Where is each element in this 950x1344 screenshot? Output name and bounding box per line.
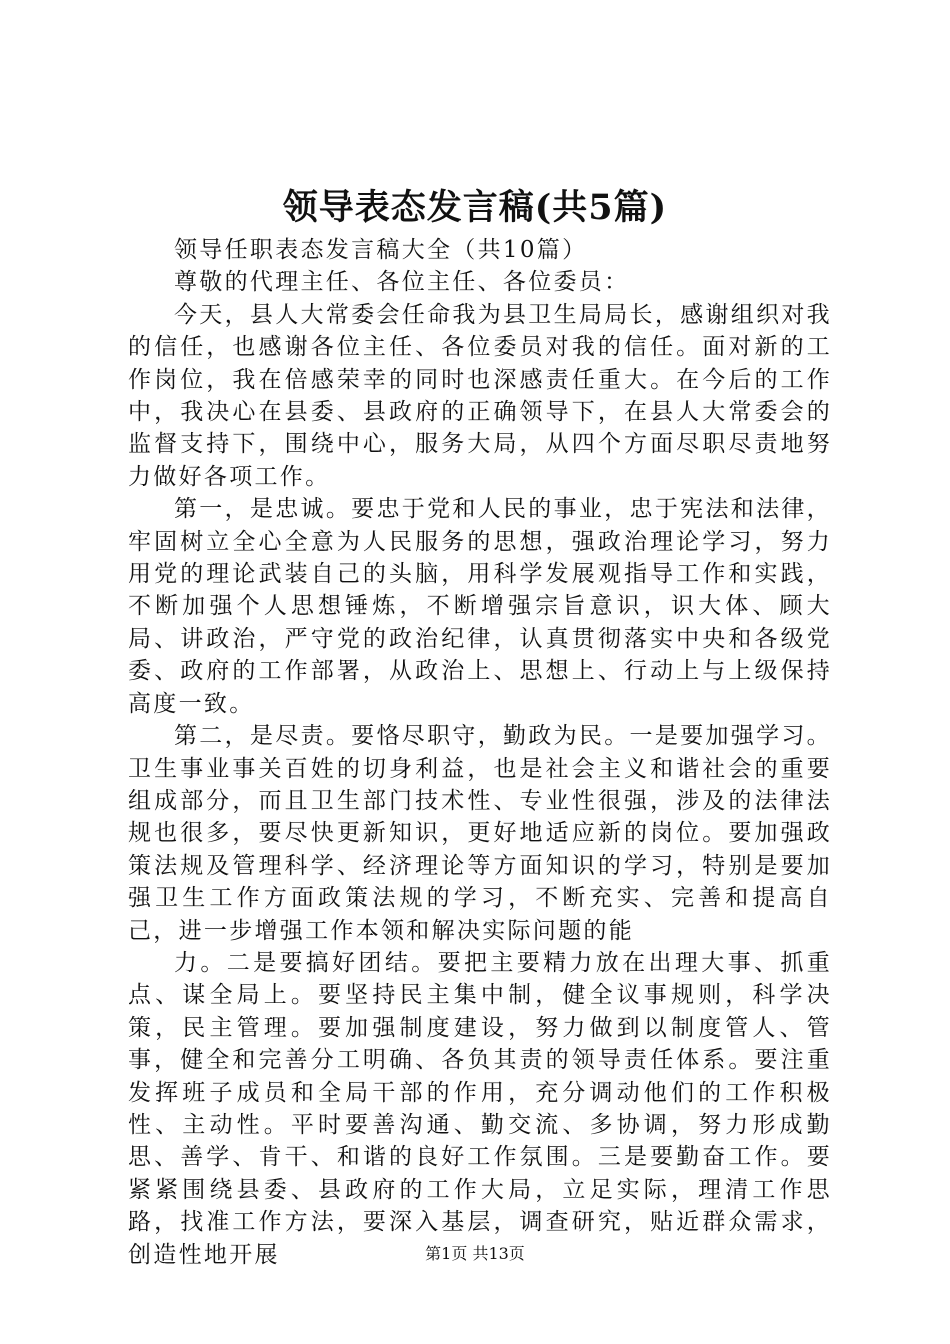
salutation: 尊敬的代理主任、各位主任、各位委员： (174, 269, 630, 296)
document-title: 领导表态发言稿(共5篇) (282, 187, 668, 228)
paragraph-loyalty: 第一，是忠诚。要忠于党和人民的事业，忠于宪法和法律，牢固树立全心全意为人民服务的思想，强政治理论学习，努力用党的理论武装自己的头脑，用科学发展观指导工作和实践，不断加强个人思想锤炼，不断增强宗旨意识，识大体、顾大局、讲政治，严守党的政治纪律，认真贯彻落实中央和各级党委、政府的工作部署，从政治上、思想上、行动上与上级保持高度一致。 (128, 496, 832, 717)
document-body (128, 234, 832, 1271)
paragraph-duty: 第二，是尽责。要恪尽职守，勤政为民。一是要加强学习。卫生事业事关百姓的切身利益，也是社会主义和谐社会的重要组成部分，而且卫生部门技术性、专业性很强，涉及的法律法规也很多，要尽快更新知识，更好地适应新的岗位。要加强政策法规及管理科学、经济理论等方面知识的学习，特别是要加强卫生工作方面政策法规的学习，不断充实、完善和提高自己，进一步增强工作本领和解决实际问题的能 (128, 723, 832, 944)
document-subtitle: 领导任职表态发言稿大全（共10篇） (174, 237, 588, 263)
page-footer: 第1页 共13页 (425, 1244, 525, 1263)
paragraph-continuation: 力。二是要搞好团结。要把主要精力放在出理大事、抓重点、谋全局上。要坚持民主集中制，健全议事规则，科学决策，民主管理。要加强制度建设，努力做到以制度管人、管事，健全和完善分工明确、各负其责的领导责任体系。要注重发挥班子成员和全局干部的作用，充分调动他们的工作积极性、主动性。平时要善沟通、勤交流、多协调，努力形成勤思、善学、肯干、和谐的良好工作氛围。三是要勤奋工作。要紧紧围绕县委、县政府的工作大局，立足实际，理清工作思路，找准工作方法，要深入基层，调查研究，贴近群众需求，创造性地开展 (128, 949, 832, 1268)
paragraph-intro: 今天，县人大常委会任命我为县卫生局局长，感谢组织对我的信任，也感谢各位主任、各位委员对我的信任。面对新的工作岗位，我在倍感荣幸的同时也深感责任重大。在今后的工作中，我决心在县委、县政府的正确领导下，在县人大常委会的监督支持下，围绕中心，服务大局，从四个方面尽职尽责地努力做好各项工作。 (128, 301, 832, 490)
